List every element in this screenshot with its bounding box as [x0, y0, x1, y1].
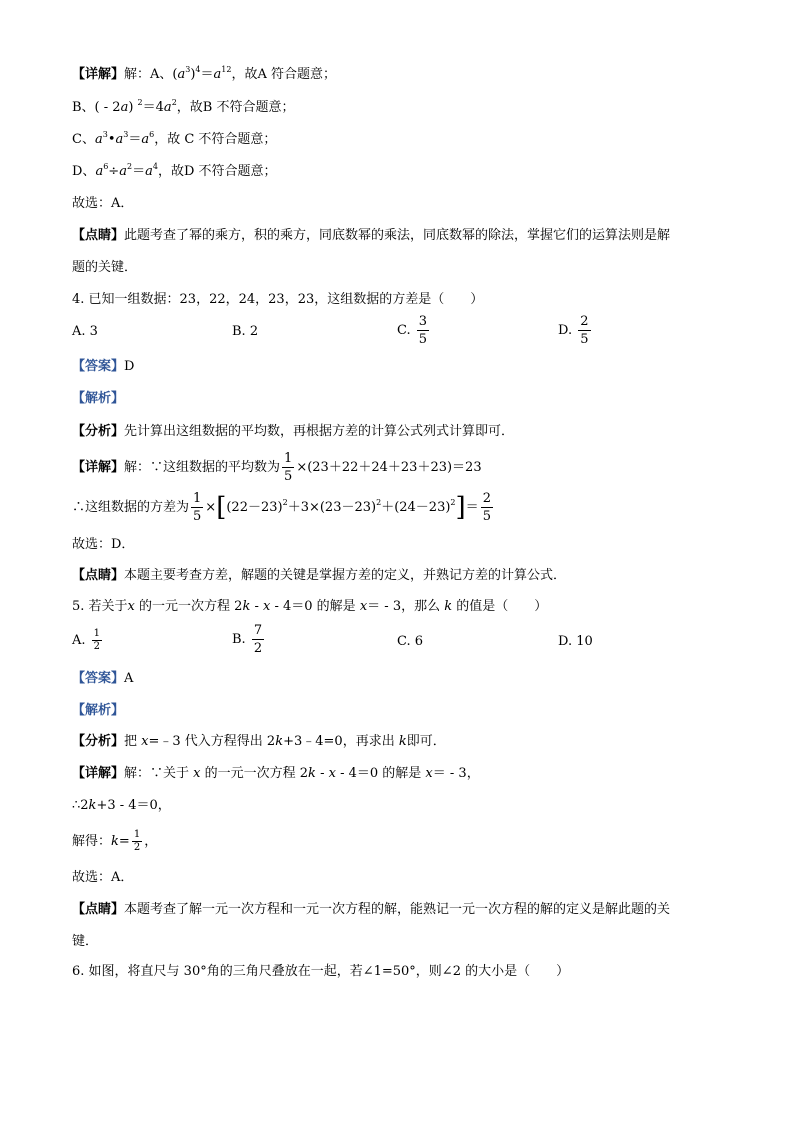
exp: 6 — [149, 130, 155, 139]
var: k — [444, 599, 453, 614]
q5-step1 — [72, 797, 171, 815]
text: - 4＝0 的解是 — [270, 599, 360, 614]
num: 2 — [482, 491, 491, 506]
note-tag: 【点睛】 — [72, 568, 125, 583]
p3-line3 — [72, 131, 276, 149]
text: +3﹣4=0，再求出 — [283, 734, 399, 749]
label: C. — [397, 323, 411, 338]
var: a — [95, 164, 104, 179]
q5-option-b — [232, 622, 266, 657]
text: ＝ - 3， — [432, 766, 480, 781]
text: ，故 C 不符合题意； — [154, 132, 277, 147]
answer-tag: 【答案】 — [72, 359, 125, 374]
text: 5. 若关于 — [72, 599, 128, 614]
text: (22－23) — [226, 500, 283, 515]
var: k — [308, 766, 316, 781]
text: ×(23＋22＋24＋23＋23)＝23 — [296, 460, 482, 475]
text: • — [107, 132, 116, 147]
q5-step2 — [72, 829, 157, 854]
var: x — [127, 599, 135, 614]
exp: 3 — [185, 65, 191, 74]
var: a — [163, 100, 172, 115]
exp: 2 — [126, 162, 133, 171]
text: - 4＝0 的解是 — [335, 766, 426, 781]
var: x — [425, 766, 433, 781]
q5-option-d: D. 10 — [558, 634, 593, 649]
text: = — [118, 834, 130, 849]
text: ＋3×(23－23) — [287, 500, 377, 515]
q5-note-cont: 键． — [72, 934, 99, 949]
text: 把 — [124, 734, 142, 749]
fraction — [481, 490, 493, 525]
q4-variance — [72, 490, 495, 525]
text: ) — [190, 67, 196, 82]
q5-detail — [72, 765, 480, 783]
var: k — [111, 834, 119, 849]
text: 解：A、( — [124, 67, 178, 82]
den: 5 — [418, 332, 428, 347]
var: a — [145, 164, 153, 179]
text: ＝4 — [142, 100, 164, 115]
q4-detail — [72, 450, 482, 485]
q5-choose: 故选：A． — [72, 870, 134, 885]
var: a — [213, 67, 222, 82]
exp: 12 — [221, 65, 232, 74]
p3-note — [72, 227, 670, 245]
text: × — [205, 500, 217, 515]
p3-choose: 故选：A． — [72, 196, 134, 211]
p3-line2 — [72, 99, 294, 117]
q4-option-c — [397, 313, 431, 348]
text: ＝ — [128, 132, 142, 147]
exp: 4 — [152, 162, 158, 171]
var: k — [242, 599, 251, 614]
text: =﹣3 代入方程得出 2 — [148, 734, 276, 749]
num: 2 — [580, 314, 589, 329]
text: - — [250, 599, 263, 614]
var: k — [275, 734, 284, 749]
fenxi-tag: 【分析】 — [72, 424, 125, 439]
detail-tag: 【详解】 — [72, 766, 125, 781]
text: 即可． — [406, 734, 446, 749]
den: 5 — [580, 332, 589, 347]
den: 5 — [482, 509, 491, 524]
var: a — [120, 100, 129, 115]
text: - — [315, 766, 329, 781]
right-bracket: ] — [455, 492, 466, 523]
num: 7 — [253, 623, 263, 638]
var: x — [263, 599, 271, 614]
q4-fenxi — [72, 423, 514, 441]
text: +3 - 4＝0， — [96, 798, 171, 813]
q5-fenxi — [72, 733, 446, 751]
text: ，故A 符合题意； — [231, 67, 337, 82]
note-text: 本题考查了解一元一次方程和一元一次方程的解，能熟记一元一次方程的解的定义是解此题的关 — [124, 902, 671, 917]
den: 5 — [193, 509, 202, 524]
text: ＝ — [200, 67, 214, 82]
q4-option-a: A. 3 — [72, 324, 98, 339]
var: x — [193, 766, 201, 781]
num: 3 — [418, 314, 428, 329]
text: ∴2 — [72, 798, 89, 813]
note-text: 本题主要考查方差，解题的关键是掌握方差的定义，并熟记方差的计算公式． — [124, 568, 567, 583]
var: a — [141, 132, 150, 147]
q4-question: 4. 已知一组数据：23，22，24，23，23，这组数据的方差是（ ） — [72, 292, 484, 307]
text: ∴这组数据的方差为 — [72, 500, 190, 515]
text: 的值是（ ） — [452, 599, 548, 614]
exp: 3 — [102, 130, 108, 139]
text: 解：∵关于 — [124, 766, 194, 781]
text: B、( - 2 — [72, 100, 121, 115]
note-tag: 【点睛】 — [72, 228, 125, 243]
var: a — [177, 67, 186, 82]
fraction — [417, 313, 429, 348]
var: k — [398, 734, 407, 749]
num: 1 — [193, 491, 202, 506]
text: 的一元一次方程 2 — [134, 599, 243, 614]
q5-note — [72, 901, 670, 919]
detail-tag: 【详解】 — [72, 67, 125, 82]
q4-analysis-tag: 【解析】 — [72, 391, 125, 406]
text: D、 — [72, 164, 96, 179]
text: C、 — [72, 132, 95, 147]
answer-value: A — [124, 671, 134, 686]
var: x — [359, 599, 368, 614]
q5-answer — [72, 670, 133, 688]
text: 解得： — [72, 834, 112, 849]
label: A. — [72, 633, 86, 648]
detail-tag: 【详解】 — [72, 460, 125, 475]
fenxi-text: 先计算出这组数据的平均数，再根据方差的计算公式列式计算即可． — [124, 424, 515, 439]
var: x — [328, 766, 336, 781]
den: 2 — [133, 842, 141, 853]
exp: 2 — [376, 498, 382, 507]
exp: 2 — [450, 498, 456, 507]
fraction — [191, 490, 203, 525]
fraction — [282, 450, 294, 485]
text: ＝ - 3，那么 — [367, 599, 445, 614]
text: 的一元一次方程 2 — [200, 766, 309, 781]
text: ， — [144, 834, 158, 849]
left-bracket: [ — [216, 492, 227, 523]
text: ＋(24－23) — [381, 500, 451, 515]
exp: 6 — [103, 162, 109, 171]
exp: 3 — [123, 130, 129, 139]
fraction — [578, 313, 590, 348]
text: ，故D 不符合题意； — [157, 164, 277, 179]
text: ，故B 不符合题意； — [176, 100, 295, 115]
den: 5 — [284, 469, 293, 484]
q4-choose: 故选：D． — [72, 537, 135, 552]
var: a — [94, 132, 103, 147]
p3-note-cont: 题的关键． — [72, 260, 138, 275]
p3-line4 — [72, 163, 277, 181]
q4-option-d — [558, 313, 593, 348]
text: ＝ — [465, 500, 479, 515]
text: 解：∵这组数据的平均数为 — [124, 460, 281, 475]
note-tag: 【点睛】 — [72, 902, 125, 917]
num: 1 — [133, 829, 141, 840]
note-text: 此题考查了幂的乘方，积的乘方，同底数幂的乘法，同底数幂的除法，掌握它们的运算法则是解 — [124, 228, 671, 243]
q4-option-b: B. 2 — [232, 324, 259, 339]
var: x — [141, 734, 149, 749]
q5-option-a — [72, 628, 104, 653]
var: a — [119, 164, 127, 179]
exp: 2 — [282, 498, 288, 507]
fenxi-tag: 【分析】 — [72, 734, 125, 749]
den: 2 — [253, 641, 263, 656]
answer-value: D — [124, 359, 135, 374]
answer-tag: 【答案】 — [72, 671, 125, 686]
exp: 2 — [171, 98, 177, 107]
exp: 4 — [195, 65, 201, 74]
text: ) — [128, 100, 138, 115]
q5-option-c: C. 6 — [397, 634, 424, 649]
fraction — [132, 829, 142, 854]
p3-line1 — [72, 66, 336, 84]
label: D. — [558, 323, 573, 338]
label: B. — [232, 632, 246, 647]
q5-analysis-tag: 【解析】 — [72, 703, 125, 718]
text: ＝ — [132, 164, 146, 179]
exp: 2 — [137, 98, 143, 107]
num: 1 — [93, 628, 101, 639]
var: a — [115, 132, 124, 147]
num: 1 — [284, 451, 293, 466]
q4-note — [72, 567, 566, 585]
text: ÷ — [108, 164, 120, 179]
q5-question — [72, 598, 547, 616]
q4-answer — [72, 358, 134, 376]
fraction — [252, 622, 264, 657]
fraction — [92, 628, 102, 653]
den: 2 — [93, 641, 101, 652]
var: k — [88, 798, 97, 813]
q6-question: 6. 如图，将直尺与 30°角的三角尺叠放在一起，若∠1=50°，则∠2 的大小是（ ） — [72, 964, 570, 979]
